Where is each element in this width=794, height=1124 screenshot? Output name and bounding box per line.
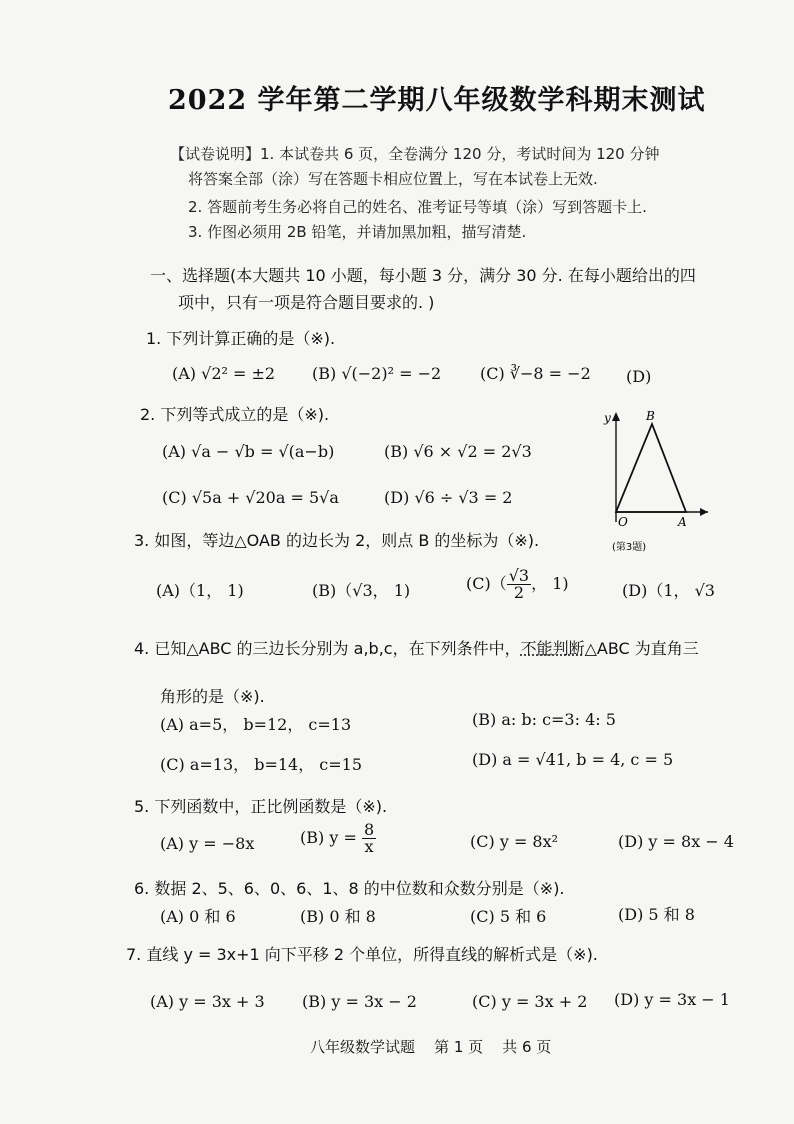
q3-option-a: (A)（1， 1) [156, 581, 244, 600]
instructions-line-3: 2. 答题前考生务必将自己的姓名、准考证号等填（涂）写到答题卡上. [188, 198, 647, 216]
q3-option-c-fraction [507, 568, 531, 601]
q3-option-c-denominator: 2 [513, 583, 525, 602]
q5-option-b-numerator: 8 [363, 820, 375, 839]
q1-option-b: (B) √(−2)² = −2 [312, 364, 442, 383]
instructions-line-2: 将答案全部（涂）写在答题卡相应位置上，写在本试卷上无效. [188, 170, 598, 188]
q5-option-b-prefix: (B) y = [300, 828, 357, 847]
q2-option-c: (C) √5a + √20a = 5√a [162, 488, 339, 507]
q5-stem: 5. 下列函数中，正比例函数是（※). [134, 797, 388, 816]
q2-stem: 2. 下列等式成立的是（※). [140, 405, 330, 424]
q4-stem-line-2: 角形的是（※). [160, 687, 265, 706]
q1-option-a: (A) √2² = ±2 [172, 364, 276, 383]
q6-option-b: (B) 0 和 8 [300, 907, 376, 926]
q4-option-b: (B) a: b: c=3: 4: 5 [472, 710, 616, 729]
q5-option-a: (A) y = −8x [160, 834, 255, 853]
q4-option-c: (C) a=13， b=14， c=15 [160, 755, 363, 774]
q2-option-b: (B) √6 × √2 = 2√3 [384, 442, 532, 461]
q3-option-c-suffix: ， 1) [531, 574, 569, 593]
section-header-line-2: 项中，只有一项是符合题目要求的. ) [178, 293, 435, 312]
q6-stem: 6. 数据 2、5、6、0、6、1、8 的中位数和众数分别是（※). [134, 879, 565, 898]
q7-option-a: (A) y = 3x + 3 [150, 992, 265, 1011]
y-axis-label: y [604, 411, 611, 425]
q7-option-c: (C) y = 3x + 2 [472, 992, 588, 1011]
q1-stem: 1. 下列计算正确的是（※). [146, 329, 336, 348]
q3-option-c-numerator: √3 [508, 566, 530, 585]
x-axis-arrow-icon [700, 508, 708, 516]
q5-option-b-denominator: x [364, 837, 374, 856]
q5-option-b-fraction [362, 822, 376, 855]
q6-option-d: (D) 5 和 8 [618, 905, 695, 924]
q2-option-a: (A) √a − √b = √(a−b) [162, 442, 335, 461]
triangle-oab [616, 424, 686, 512]
q3-option-d: (D)（1， √3 [622, 581, 715, 600]
instructions-line-4: 3. 作图必须用 2B 铅笔，并请加黑加粗，描写清楚. [188, 223, 527, 241]
q1-option-d: (D) [626, 367, 652, 386]
q3-option-c [466, 568, 569, 601]
q6-option-c: (C) 5 和 6 [470, 907, 547, 926]
q5-option-b [300, 822, 376, 855]
q4-stem-prefix: 4. 已知△ABC 的三边长分别为 a,b,c，在下列条件中， [134, 639, 521, 658]
q5-option-c: (C) y = 8x² [470, 832, 559, 851]
q3-option-b: (B)（√3， 1) [312, 581, 411, 600]
q4-option-d: (D) a = √41, b = 4, c = 5 [472, 750, 674, 769]
q4-option-a: (A) a=5， b=12， c=13 [160, 715, 352, 734]
y-axis-arrow-icon [612, 412, 620, 421]
q4-stem [134, 636, 699, 659]
q4-stem-emphasis: 不能判断 [520, 639, 585, 658]
point-a-label: A [678, 515, 687, 529]
q4-stem-suffix: △ABC 为直角三 [584, 639, 699, 658]
point-b-label: B [646, 409, 655, 423]
q7-stem: 7. 直线 y = 3x+1 向下平移 2 个单位，所得直线的解析式是（※). [126, 945, 598, 964]
page-footer: 八年级数学试题 第 1 页 共 6 页 [310, 1038, 552, 1056]
q6-option-a: (A) 0 和 6 [160, 907, 236, 926]
q5-option-d: (D) y = 8x − 4 [618, 832, 734, 851]
triangle-figure [596, 404, 714, 554]
point-o-label: O [618, 515, 628, 529]
figure-caption: (第3题) [612, 542, 647, 553]
section-header-line-1: 一、选择题(本大题共 10 小题，每小题 3 分，满分 30 分. 在每小题给出的四 [150, 266, 696, 285]
instructions-line-1: 【试卷说明】1. 本试卷共 6 页，全卷满分 120 分，考试时间为 120 分钟 [170, 145, 660, 163]
q7-option-b: (B) y = 3x − 2 [302, 992, 417, 1011]
q7-option-d: (D) y = 3x − 1 [614, 990, 730, 1009]
q1-option-c: (C) ∛−8 = −2 [480, 364, 591, 383]
page-title: 2022 学年第二学期八年级数学科期末测试 [168, 85, 706, 116]
q3-stem: 3. 如图，等边△OAB 的边长为 2，则点 B 的坐标为（※). [134, 531, 540, 550]
q2-option-d: (D) √6 ÷ √3 = 2 [384, 488, 513, 507]
q3-option-c-prefix: (C)（ [466, 574, 507, 593]
